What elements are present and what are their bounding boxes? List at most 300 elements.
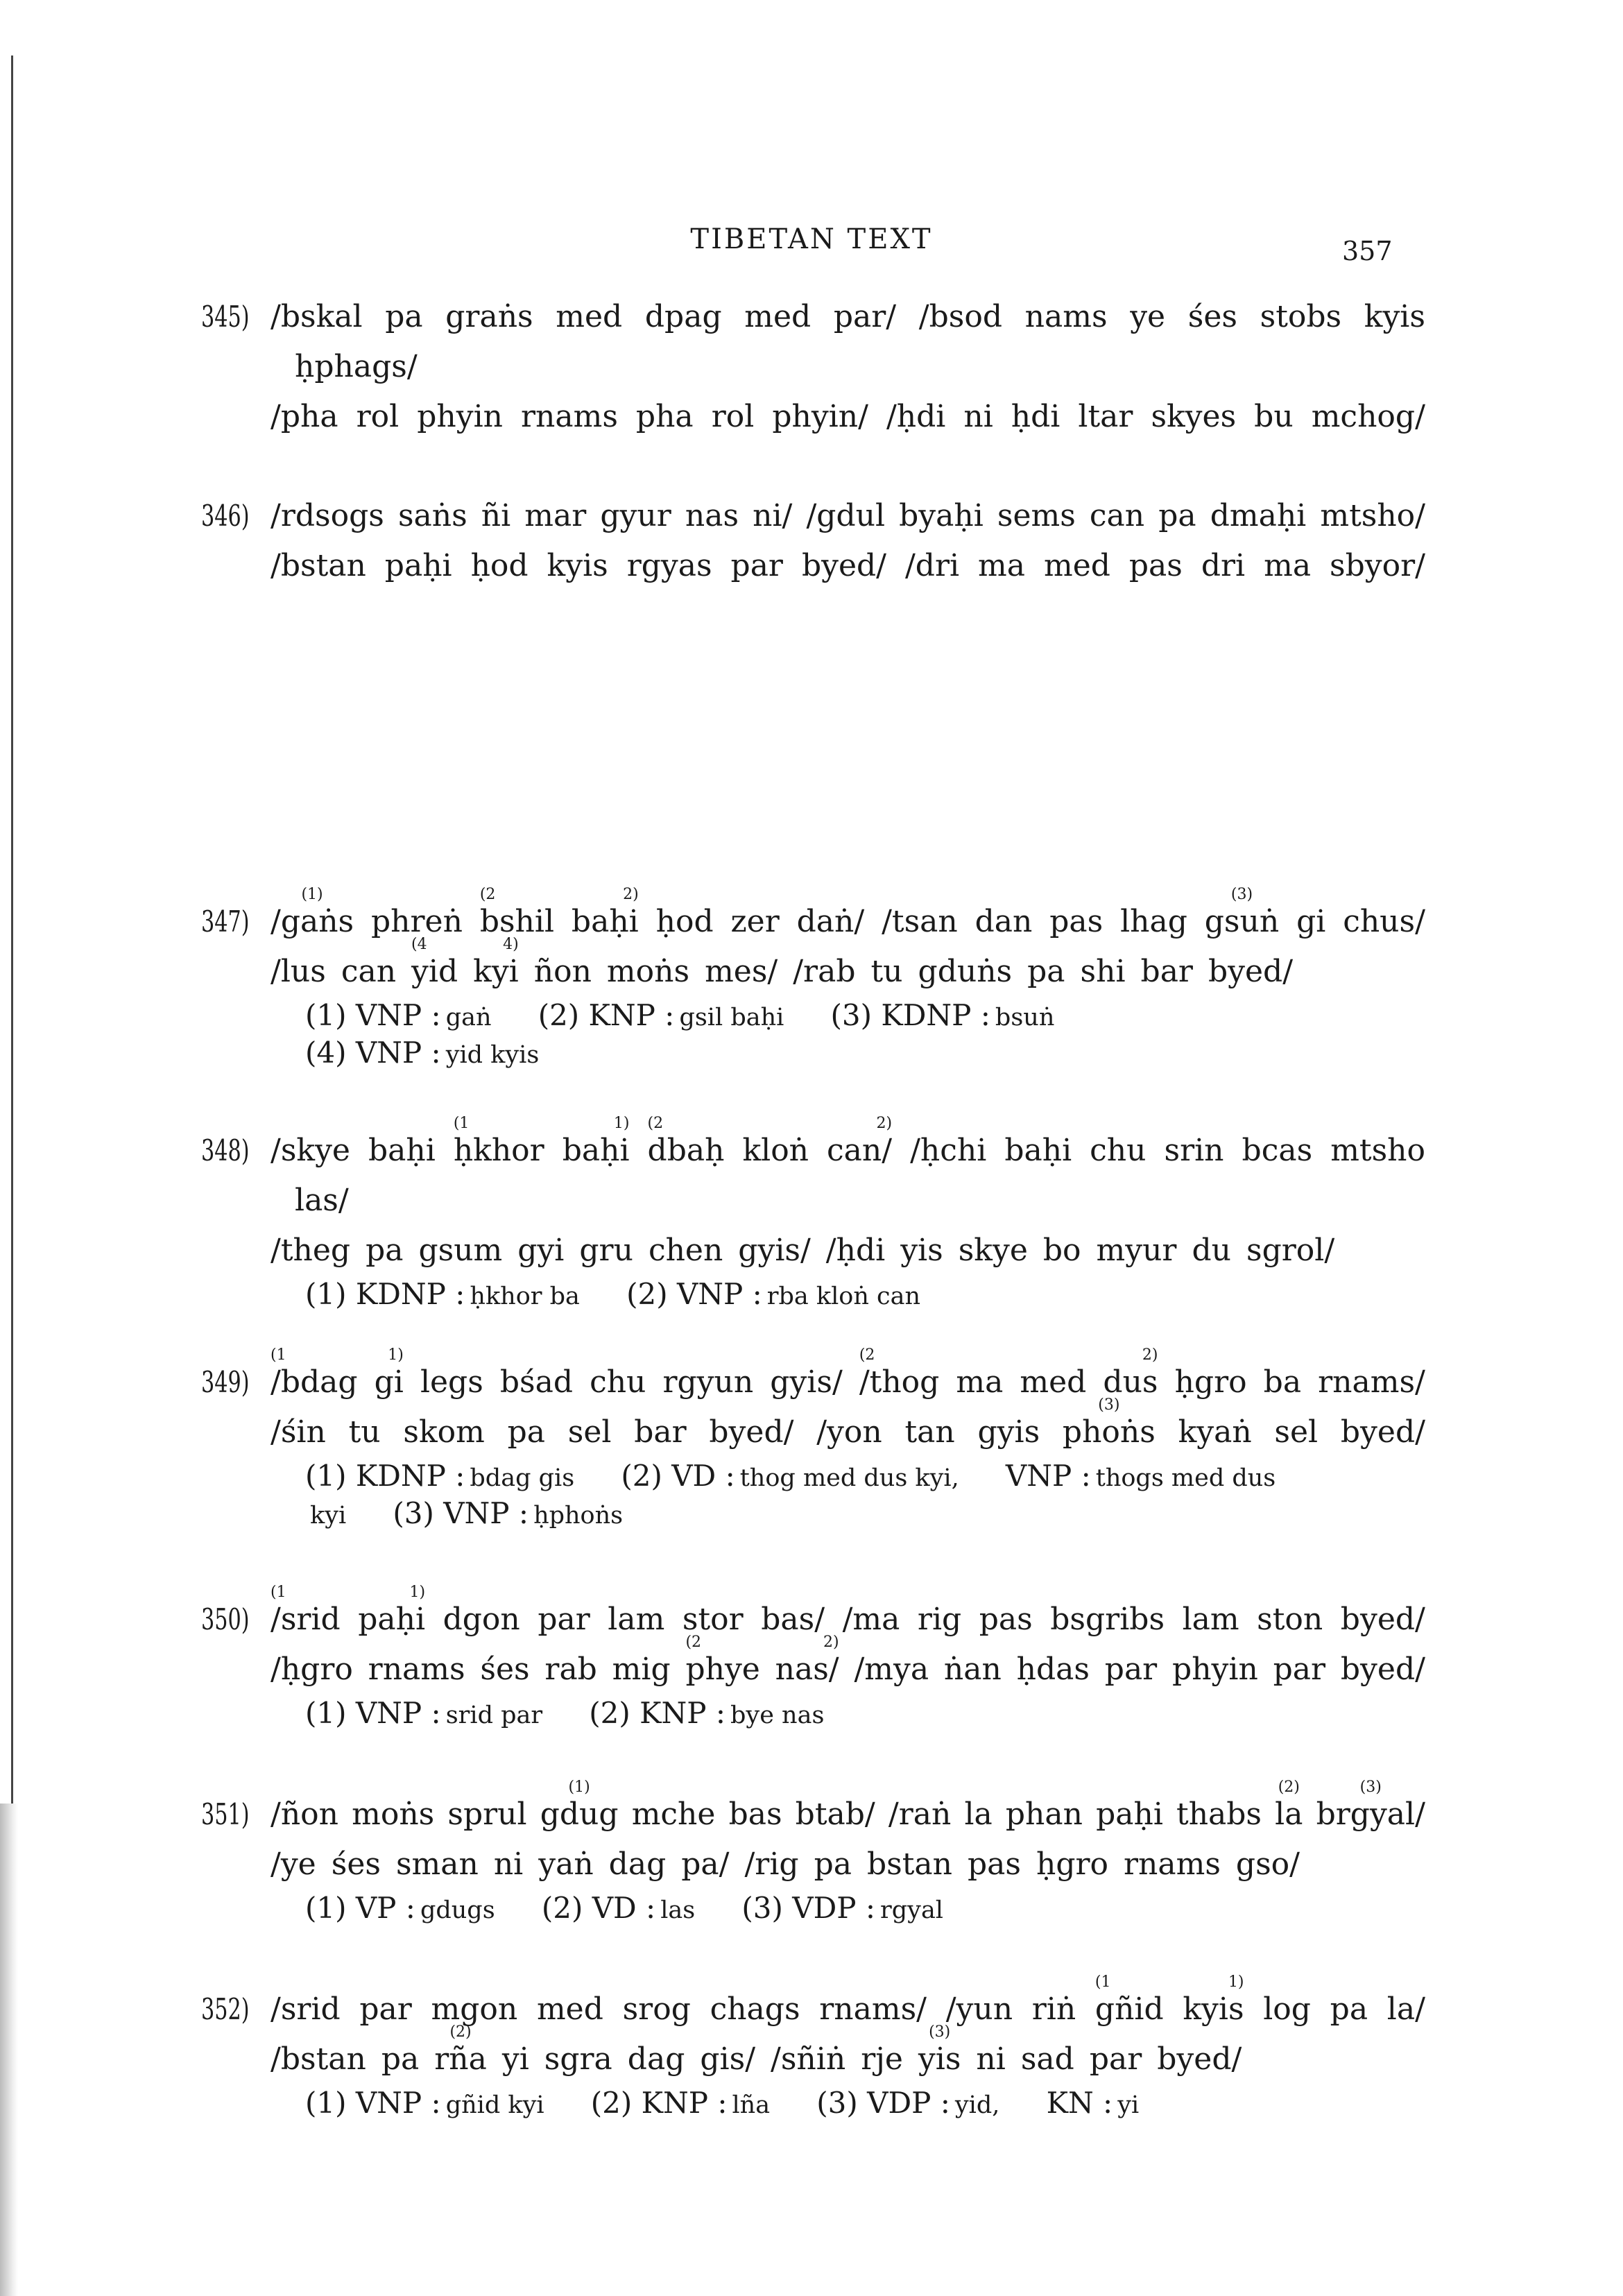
word: med [556, 299, 623, 334]
verse-line [270, 1973, 1425, 2034]
note-group [305, 1276, 580, 1313]
word: rnams [1124, 1847, 1221, 1882]
word: byed/ [1340, 1652, 1425, 1687]
word: ḥdi [1011, 399, 1060, 434]
note-line [305, 1457, 1429, 1495]
word: /bstan [270, 2041, 366, 2077]
word: /ḥgro [270, 1652, 353, 1687]
note-label: (1) VNP : [305, 1696, 441, 1730]
word: /rig [744, 1847, 799, 1882]
word: /theg [270, 1233, 351, 1268]
word: phreṅ [371, 904, 463, 939]
note-label: (2) KNP : [538, 998, 675, 1032]
word: śes [1187, 299, 1237, 334]
word: sprul [447, 1797, 527, 1832]
word [571, 886, 639, 947]
word-text: baḥi [571, 904, 639, 939]
word: sad [1020, 2041, 1074, 2077]
note-label: (2) VD : [621, 1459, 735, 1493]
word: tu [348, 1414, 381, 1450]
verse-line [295, 342, 1450, 392]
word: phyin [417, 399, 503, 434]
word-text: /gaṅs [270, 904, 354, 939]
verse-350 [201, 1584, 1429, 1732]
note-value: rgyal [880, 1896, 944, 1924]
word [685, 1634, 760, 1695]
word: can [341, 954, 397, 989]
word: srin [1164, 1133, 1224, 1168]
word: du [1192, 1233, 1231, 1268]
note-group [305, 1457, 574, 1495]
word: moṅs [352, 1797, 435, 1832]
note-group [816, 2084, 999, 2122]
word: stor [682, 1602, 744, 1637]
note-value: yi [1117, 2091, 1140, 2119]
word: ni [976, 2041, 1006, 2077]
word: ston [1257, 1602, 1323, 1637]
word: par [359, 1991, 412, 2027]
footnote-marker: (2) [449, 2023, 472, 2041]
word: pa [1330, 1991, 1368, 2027]
footnote-marker: 4) [503, 936, 519, 953]
word: rje [861, 2041, 903, 2077]
word: phan [1005, 1797, 1083, 1832]
word: skye [958, 1233, 1028, 1268]
note-value: bsuṅ [995, 1004, 1055, 1031]
word: mes/ [705, 954, 778, 989]
word: log [1263, 1991, 1311, 2027]
word: btab/ [795, 1797, 875, 1832]
word: zer [730, 904, 780, 939]
verse-notes [305, 1890, 1429, 1927]
word [647, 1115, 725, 1176]
word: rol [711, 399, 755, 434]
word-text: yid [411, 954, 458, 989]
verse-line [270, 392, 1425, 442]
note-line [305, 1695, 1429, 1732]
verse-notes [305, 2084, 1429, 2122]
verse-number: 346) [201, 499, 250, 533]
word: dpag [644, 299, 722, 334]
word: mtsho [1330, 1133, 1425, 1168]
note-value: lña [732, 2091, 771, 2119]
word: gyis/ [738, 1233, 811, 1268]
word: kyis [1364, 299, 1425, 334]
note-label: (1) VP : [305, 1891, 415, 1925]
word-text: /bdag [270, 1364, 358, 1400]
word: lam [1182, 1602, 1239, 1637]
note-value: gdugs [420, 1896, 495, 1924]
word: chus/ [1343, 904, 1425, 939]
word: ḥdas [1016, 1652, 1090, 1687]
word: bas/ [761, 1602, 825, 1637]
note-label: (3) KDNP : [830, 998, 990, 1032]
note-label: (2) VD : [541, 1891, 656, 1925]
footnote-marker: (2 [479, 886, 496, 903]
verse-line [270, 2023, 1425, 2084]
word: bo [1042, 1233, 1081, 1268]
note-label: (3) VDP : [816, 2086, 950, 2120]
word [918, 2023, 961, 2084]
word [453, 1115, 544, 1176]
footnote-marker: (3) [1098, 1396, 1120, 1414]
word: yaṅ [538, 1847, 594, 1882]
note-line [305, 1276, 1429, 1313]
note-value: rba kloṅ can [766, 1283, 921, 1310]
word: par/ [833, 299, 897, 334]
footnote-marker: (4 [411, 936, 427, 953]
word: pa [1158, 498, 1196, 533]
word: sel [1274, 1414, 1319, 1450]
word: nas [685, 498, 739, 533]
verse-number: 345) [201, 300, 250, 334]
word-text: dus [1103, 1364, 1158, 1400]
verse-line [270, 1226, 1425, 1276]
word: pa [814, 1847, 852, 1882]
word: chu [590, 1364, 646, 1400]
note-group [538, 997, 784, 1034]
word-text: kyis [1183, 1991, 1244, 2027]
note-value: las [660, 1896, 696, 1924]
word-text: gsuṅ [1204, 904, 1280, 939]
word: /rdsogs [270, 498, 384, 533]
word: /ḥdi [886, 399, 946, 434]
word: srog [622, 1991, 691, 2027]
word: paḥi [1096, 1797, 1163, 1832]
word-text: yis [918, 2041, 961, 2077]
word: byed/ [801, 548, 886, 583]
note-label: (1) VNP : [305, 2086, 441, 2120]
word: yi [501, 2041, 529, 2077]
word: /ḥdi [825, 1233, 886, 1268]
note-value: bye nas [730, 1702, 825, 1729]
word: bcas [1242, 1133, 1313, 1168]
word: /dri [904, 548, 960, 583]
note-line [305, 997, 1429, 1034]
word [374, 1346, 404, 1407]
word: mig [612, 1652, 671, 1687]
note-label: (1) KDNP : [305, 1277, 465, 1311]
word: gso/ [1235, 1847, 1300, 1882]
word [775, 1634, 839, 1695]
word: /bsod [918, 299, 1003, 334]
word: ba [1263, 1364, 1302, 1400]
word: lam [608, 1602, 665, 1637]
word: /raṅ [888, 1797, 952, 1832]
note-label: (1) VNP : [305, 998, 441, 1032]
word: med [1043, 548, 1110, 583]
note-group [305, 1495, 346, 1532]
word: mchog/ [1311, 399, 1425, 434]
word: ma [1264, 548, 1312, 583]
verse-line [295, 1176, 1450, 1226]
footnote-marker: (1 [453, 1115, 470, 1132]
footnote-marker: (1 [270, 1584, 286, 1601]
word: rol [356, 399, 400, 434]
word [562, 1115, 630, 1176]
note-value: gñid kyi [445, 2091, 544, 2119]
word: ḥgro [1174, 1364, 1247, 1400]
word: bas [728, 1797, 782, 1832]
word: /rab [793, 954, 856, 989]
footnote-marker: 1) [409, 1584, 426, 1601]
word: ni [963, 399, 993, 434]
footnote-marker: (1) [568, 1779, 590, 1796]
note-group [305, 1034, 539, 1072]
verse-line [270, 1779, 1425, 1840]
word: pha [635, 399, 694, 434]
word: sbyor/ [1330, 548, 1425, 583]
footnote-marker: (3) [1359, 1779, 1382, 1796]
note-label: KN : [1046, 2086, 1113, 2120]
word: rig [917, 1602, 962, 1637]
word: rgyun [662, 1364, 754, 1400]
verse-line [270, 292, 1425, 342]
note-line [305, 2084, 1429, 2122]
note-value: ḥphoṅs [533, 1502, 624, 1530]
word: gyur [600, 498, 671, 533]
word: gduṅs [918, 954, 1013, 989]
note-value: gaṅ [445, 1004, 492, 1031]
word: pa [1027, 954, 1065, 989]
word: par [538, 1602, 590, 1637]
word: kyaṅ [1178, 1414, 1252, 1450]
word: dan [974, 904, 1033, 939]
word: bśad [499, 1364, 574, 1400]
word: ni/ [753, 498, 793, 533]
footnote-marker: 2) [876, 1115, 893, 1132]
note-group [626, 1276, 920, 1313]
word: med [1020, 1364, 1087, 1400]
word: par [1089, 2041, 1142, 2077]
note-label: (2) VNP : [626, 1277, 762, 1311]
verse-349 [201, 1346, 1429, 1532]
word: gru [579, 1233, 633, 1268]
word-text: la [1275, 1797, 1303, 1832]
word: rnams/ [1318, 1364, 1425, 1400]
word: par [1104, 1652, 1158, 1687]
word-text: phoṅs [1062, 1414, 1156, 1450]
word: chen [648, 1233, 723, 1268]
note-group [741, 1890, 943, 1927]
word-text: nas/ [775, 1652, 839, 1687]
note-group [621, 1457, 959, 1495]
word: pas [1049, 904, 1104, 939]
word: pa/ [681, 1847, 730, 1882]
word: skyes [1151, 399, 1237, 434]
word: ni [493, 1847, 524, 1882]
word-text: bshil [479, 904, 555, 939]
note-group [305, 997, 492, 1034]
verse-number: 350) [201, 1602, 250, 1636]
footnote-marker: (2) [1278, 1779, 1300, 1796]
word: /gdul [806, 498, 886, 533]
word [1316, 1779, 1425, 1840]
verse-number: 351) [201, 1797, 250, 1831]
word-text: /thog [859, 1364, 940, 1400]
verse-line [270, 541, 1425, 591]
word-text: paḥi [358, 1602, 426, 1637]
word: śes [331, 1847, 381, 1882]
word: las/ [295, 1183, 349, 1218]
word: riṅ [1031, 1991, 1076, 2027]
word: ṅan [943, 1652, 1002, 1687]
word: ye [1130, 299, 1166, 334]
word [827, 1115, 893, 1176]
note-group [1006, 1457, 1276, 1495]
note-line [305, 1495, 1429, 1532]
note-label: (3) VNP : [393, 1496, 529, 1530]
word [540, 1779, 619, 1840]
word-text: brgyal/ [1316, 1797, 1425, 1832]
word: bar [634, 1414, 687, 1450]
word: la/ [1386, 1991, 1425, 2027]
word: /yon [816, 1414, 882, 1450]
verse-line [270, 936, 1425, 997]
word-text: kyi [473, 954, 519, 989]
word: pa [507, 1414, 545, 1450]
footnote-marker: (2 [647, 1115, 664, 1132]
word [859, 1346, 940, 1407]
word: /śin [270, 1414, 326, 1450]
word [434, 2023, 487, 2084]
footnote-marker: 2) [623, 886, 639, 903]
word: mtsho/ [1320, 498, 1425, 533]
word: dag [608, 1847, 667, 1882]
word: bstan [867, 1847, 952, 1882]
note-value: srid par [445, 1702, 543, 1729]
word: /tsan [882, 904, 958, 939]
word: paḥi [384, 548, 452, 583]
word [473, 936, 519, 997]
note-group [591, 2084, 770, 2122]
word: pa [381, 2041, 420, 2077]
verse-line [270, 1396, 1425, 1457]
verse-line [270, 886, 1425, 947]
word: stobs [1260, 299, 1342, 334]
word-text: /srid [270, 1602, 341, 1637]
scan-shadow [0, 1804, 18, 2296]
word: /mya [854, 1652, 929, 1687]
footnote-marker: (3) [1230, 886, 1253, 903]
word-text: rña [434, 2041, 487, 2077]
verse-line [270, 1634, 1425, 1695]
word-text: ḥkhor [453, 1133, 544, 1168]
word: bsgribs [1050, 1602, 1165, 1637]
word: ltar [1078, 399, 1133, 434]
word: dgon [443, 1602, 520, 1637]
verse-number: 352) [201, 1992, 250, 2026]
note-label: (3) VDP : [741, 1891, 876, 1925]
note-line [305, 1034, 1429, 1072]
word-text: can/ [827, 1133, 893, 1168]
word-text: gdug [540, 1797, 619, 1832]
verse-346 [201, 491, 1429, 591]
word: byed/ [1208, 954, 1294, 989]
word: /pha [270, 399, 338, 434]
word: /yun [945, 1991, 1013, 2027]
word: /ma [842, 1602, 900, 1637]
word-text: phye [685, 1652, 760, 1687]
verse-line [270, 1584, 1425, 1645]
word: tan [904, 1414, 955, 1450]
note-group [589, 1695, 824, 1732]
word: moṅs [606, 954, 690, 989]
word: la [964, 1797, 993, 1832]
word: /sñiṅ [771, 2041, 846, 2077]
word-text: gñid [1094, 1991, 1164, 2027]
word: baḥi [1004, 1133, 1072, 1168]
footnote-marker: (3) [929, 2023, 951, 2041]
word [1204, 886, 1280, 947]
verse-351 [201, 1779, 1429, 1927]
word: ñon [533, 954, 592, 989]
word: sman [395, 1847, 479, 1882]
footnote-marker: 1) [388, 1346, 404, 1364]
footnote-marker: (2 [685, 1634, 702, 1651]
word: byed/ [709, 1414, 794, 1450]
running-head: TIBETAN TEXT [690, 223, 933, 255]
word: /ye [270, 1847, 316, 1882]
word: gyis/ [770, 1364, 843, 1400]
word: sgrol/ [1246, 1233, 1335, 1268]
word: tu [870, 954, 903, 989]
footnote-marker: 1) [1228, 1973, 1244, 1991]
word: /ñon [270, 1797, 338, 1832]
note-value: bdag gis [470, 1464, 575, 1492]
word: bar [1140, 954, 1193, 989]
verse-number: 348) [201, 1133, 250, 1167]
word: legs [420, 1364, 483, 1400]
word: kyis [547, 548, 608, 583]
verse-notes [305, 997, 1429, 1072]
verse-notes [305, 1695, 1429, 1732]
word: saṅs [397, 498, 467, 533]
word: dri [1201, 548, 1246, 583]
verse-line [270, 1115, 1425, 1176]
verse-line [270, 1840, 1425, 1890]
word-text: baḥi [562, 1133, 630, 1168]
word: sems [997, 498, 1076, 533]
note-label: (2) KNP : [589, 1696, 726, 1730]
word: pas [968, 1847, 1021, 1882]
note-value: yid, [954, 2091, 1000, 2119]
word: myur [1096, 1233, 1177, 1268]
note-group [305, 2084, 544, 2122]
word: gyi [517, 1233, 565, 1268]
note-group [1047, 2084, 1140, 2122]
word: skom [403, 1414, 485, 1450]
verse-348 [201, 1115, 1429, 1313]
word [1094, 1973, 1164, 2034]
word: par [730, 548, 783, 583]
word: mgon [431, 1991, 518, 2027]
word: ḥgro [1036, 1847, 1109, 1882]
word [270, 1346, 358, 1407]
word: pas [979, 1602, 1033, 1637]
footnote-marker: 2) [1142, 1346, 1158, 1364]
word: ḥod [470, 548, 529, 583]
word: sgra [544, 2041, 612, 2077]
word: /bskal [270, 299, 363, 334]
word: /bstan [270, 548, 366, 583]
verse-notes [305, 1276, 1429, 1313]
word: rnams [368, 1652, 465, 1687]
word-text: gi [374, 1364, 404, 1400]
footnote-marker: 1) [613, 1115, 630, 1132]
word: shi [1080, 954, 1126, 989]
word: sel [567, 1414, 612, 1450]
